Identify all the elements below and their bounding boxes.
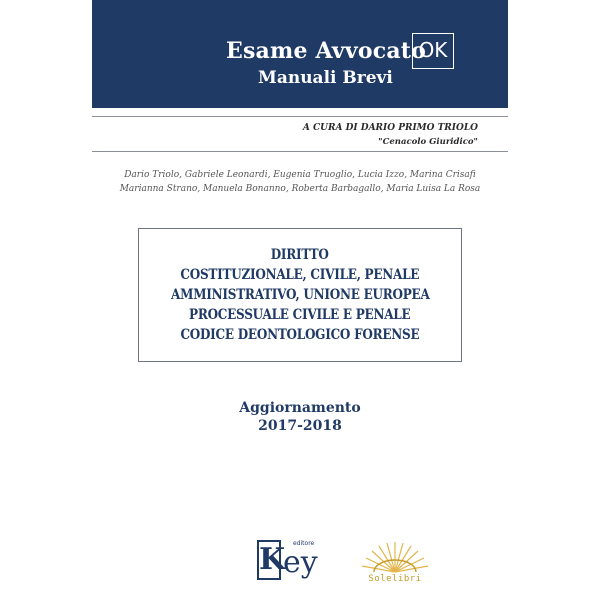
subject-line-5: CODICE DEONTOLOGICO FORENSE: [180, 327, 420, 343]
sun-rays-icon: [356, 538, 434, 574]
curator-line: A CURA DI DARIO PRIMO TRIOLO: [302, 123, 478, 133]
solelibri-logo: [356, 538, 434, 588]
editor-strip: [92, 116, 508, 152]
solelibri-wordmark: Solelibri: [368, 574, 422, 584]
series-title: Esame Avvocato: [226, 38, 427, 64]
subject-box: [138, 228, 462, 362]
subject-line-2: COSTITUZIONALE, CIVILE, PENALE: [180, 267, 420, 283]
authors-list: [92, 168, 508, 196]
group-name: "Cenacolo Giuridico": [378, 137, 478, 147]
key-logo-letter: K: [257, 540, 281, 580]
key-logo-editore: editore: [293, 540, 315, 547]
ok-badge: OK: [412, 33, 454, 69]
key-editore-logo: [257, 540, 327, 584]
key-logo-rest: ey: [283, 545, 318, 580]
authors-line-2: Marianna Strano, Manuela Bonanno, Roberta Barbagallo, Maria Luisa La Rosa: [119, 184, 481, 194]
authors-line-1: Dario Triolo, Gabriele Leonardi, Eugenia Truoglio, Lucia Izzo, Marina Crisafi: [124, 170, 476, 180]
series-banner: [92, 0, 508, 108]
update-years: 2017-2018: [258, 418, 342, 434]
subject-line-1: DIRITTO: [271, 247, 329, 263]
update-label: Aggiornamento: [239, 400, 361, 416]
subject-line-4: PROCESSUALE CIVILE E PENALE: [189, 307, 411, 323]
series-subtitle: Manuali Brevi: [258, 68, 393, 88]
book-cover: [92, 0, 508, 600]
subject-line-3: AMMINISTRATIVO, UNIONE EUROPEA: [170, 287, 430, 303]
